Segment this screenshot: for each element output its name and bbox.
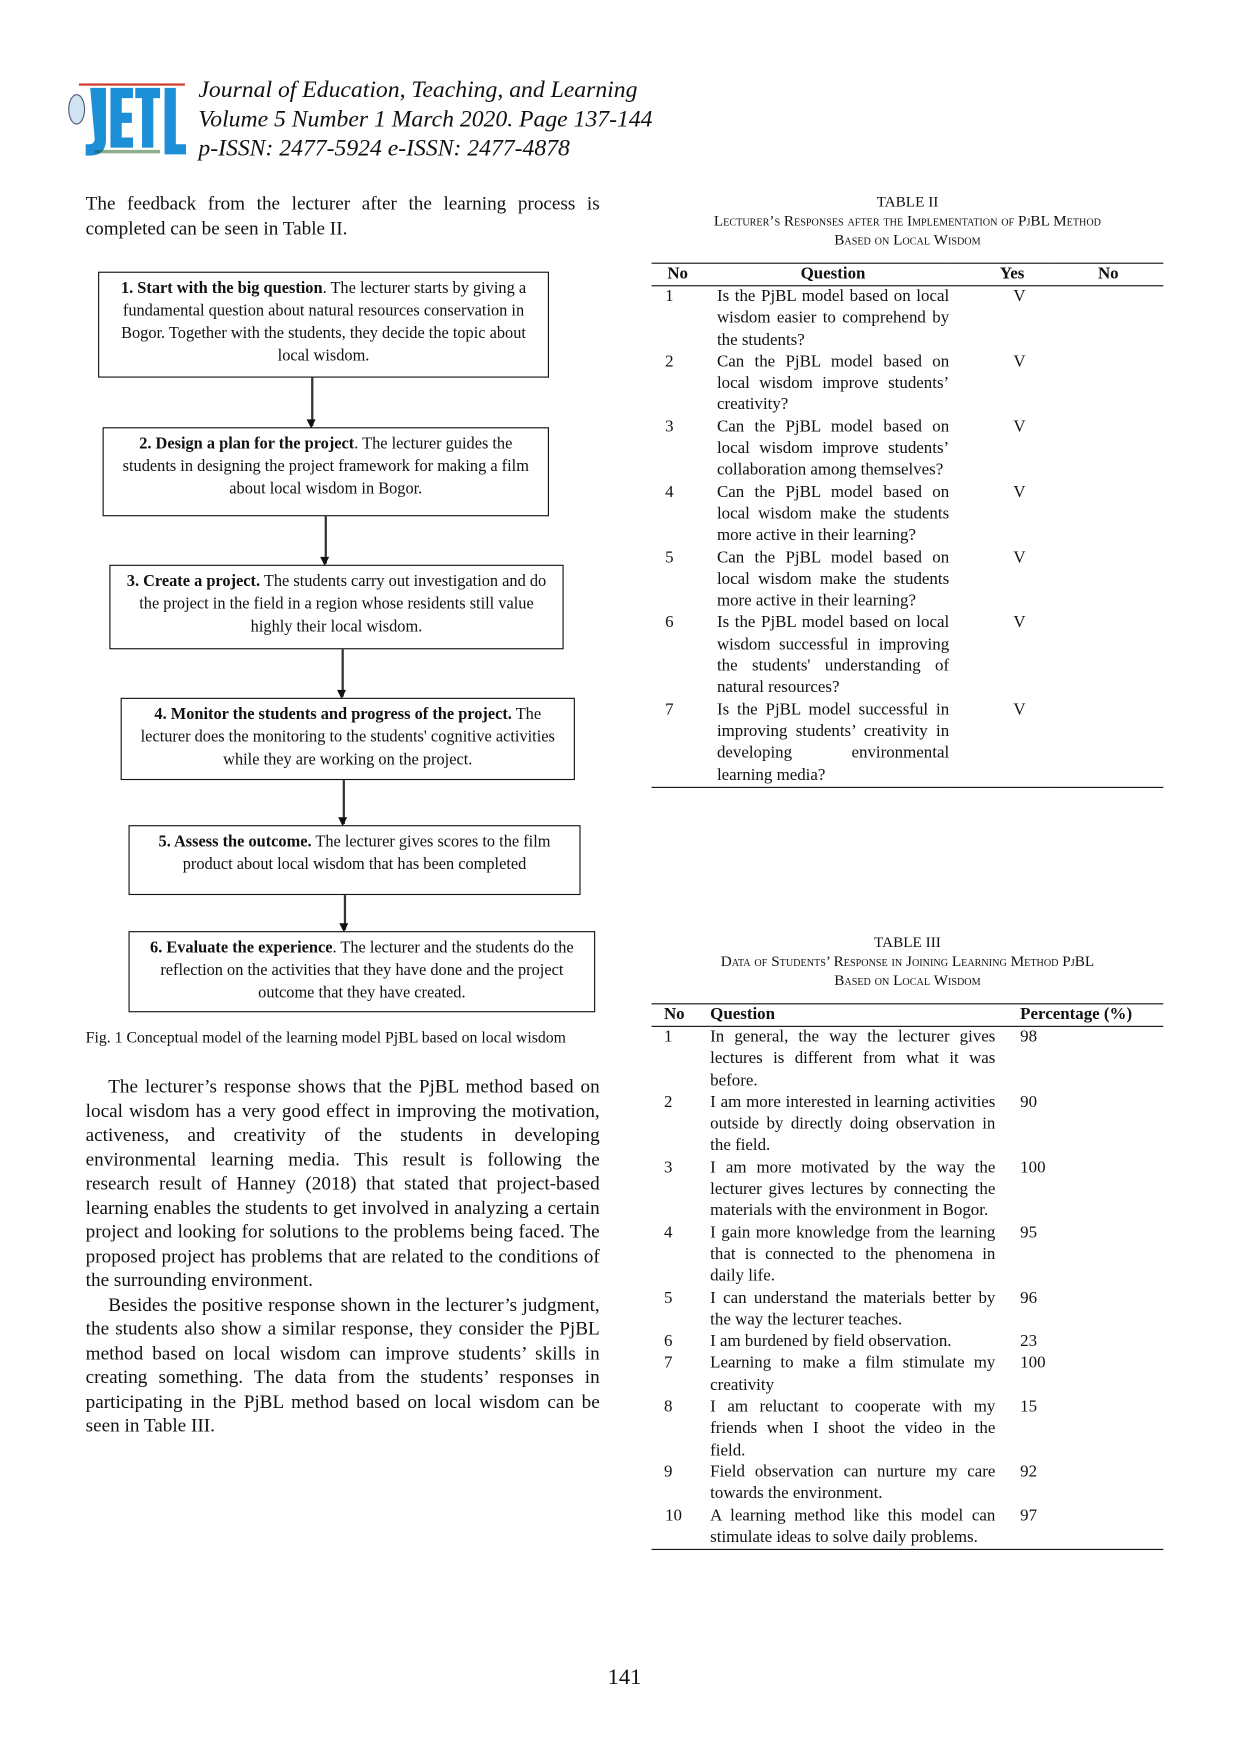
col-header-percentage: Percentage (%) <box>998 1004 1164 1027</box>
body-paragraph: The lecturer’s response shows that the PjBL method based on local wisdom has a very good effect in improving the motivation, activeness, and creativity of the students in developing environmental learning media. This result is following the research result of Hanney (2018) that stated that project-based learning enables the students to get involved in analyzing a certain project and looking for solutions to the problems being faced. The proposed project has problems that are related to the conditions of the surrounding environment. <box>85 1075 600 1291</box>
table-row <box>652 1092 1164 1157</box>
table-cell <box>1051 417 1164 482</box>
table-cell: 10 <box>652 1506 711 1550</box>
table-cell: 6 <box>663 1332 673 1351</box>
table-row <box>652 700 1164 788</box>
table-cell: 8 <box>663 1397 673 1416</box>
table-row <box>652 1353 1164 1397</box>
table-cell: 3 <box>665 417 674 437</box>
flow-step-1: 1. Start with the big question. The lecturer starts by giving a fundamental question about natural resources conservation in Bogor. Together with the students, they decide the topic about local wisdom. <box>98 272 549 378</box>
table-cell: 3 <box>663 1158 673 1177</box>
table-row <box>652 1157 1164 1222</box>
table2 <box>652 263 1164 788</box>
table-cell: V <box>1013 613 1026 632</box>
table-cell: 2 <box>663 1093 673 1112</box>
table-cell: 15 <box>1020 1397 1038 1416</box>
figure-caption: Fig. 1 Conceptual model of the learning model PjBL based on local wisdom <box>85 1030 566 1048</box>
journal-volume: Volume 5 Number 1 March 2020. Page 137-144 <box>198 104 653 132</box>
page-number: 141 <box>607 1664 642 1690</box>
table-row <box>652 547 1164 612</box>
table-cell: 4 <box>665 483 674 502</box>
flow-step-2: 2. Design a plan for the project. The lecturer guides the students in designing the project framework for making a film about local wisdom in Bogor. <box>103 427 549 516</box>
table-cell: V <box>1013 548 1026 567</box>
table-cell: 100 <box>1020 1158 1046 1177</box>
jetl-logo <box>68 81 187 160</box>
col-header-no: No <box>652 1004 711 1027</box>
table-cell <box>1051 286 1164 352</box>
table-row <box>652 417 1164 482</box>
arrow-down-icon <box>343 780 345 824</box>
table-cell: 7 <box>652 700 717 788</box>
table-cell: 1 <box>663 1028 673 1047</box>
table-cell: Is the PjBL model successful in improving students’ creativity in developing environmental learning media? <box>717 700 949 788</box>
table-cell: I am burdened by field observation. <box>710 1332 952 1351</box>
table-cell: 2 <box>665 352 674 371</box>
table-row <box>652 352 1164 417</box>
table-cell: 7 <box>663 1354 673 1373</box>
table-row <box>652 482 1164 547</box>
table-cell: Is the PjBL model based on local wisdom successful in improving the students' understanding of natural resources? <box>716 613 950 698</box>
table3 <box>652 1003 1164 1550</box>
table-cell <box>1051 352 1164 417</box>
table2-title2: Based on Local Wisdom <box>834 231 981 248</box>
table-row <box>652 1288 1164 1332</box>
table-cell: A learning method like this model can stimulate ideas to solve daily problems. <box>710 1506 997 1550</box>
table-cell <box>1051 613 1164 700</box>
table-cell: V <box>1013 287 1026 306</box>
table-cell: Field observation can nurture my care towards the environment. <box>710 1463 996 1503</box>
table2-title: Lecturer’s Responses after the Implementation of PjBL Method <box>713 211 1102 229</box>
table-cell: 5 <box>665 548 674 567</box>
table-row <box>652 286 1164 352</box>
table2-label: TABLE II <box>876 192 939 210</box>
table3-caption <box>652 932 1164 989</box>
table-cell: 96 <box>1020 1289 1038 1308</box>
body-text <box>86 1074 600 1438</box>
journal-issn: p-ISSN: 2477-5924 e-ISSN: 2477-4878 <box>198 134 570 162</box>
table-cell <box>1051 547 1164 612</box>
table-row <box>652 1506 1164 1550</box>
arrow-down-icon <box>325 516 327 563</box>
journal-title: Journal of Education, Teaching, and Learning <box>198 75 638 103</box>
table-cell: Can the PjBL model based on local wisdom improve students’ collaboration among themselves? <box>716 417 950 480</box>
table2-caption <box>652 192 1164 249</box>
table-cell: I am more motivated by the way the lecturer gives lectures by connecting the materials with the environment in Bogor. <box>710 1158 996 1221</box>
table-cell: V <box>1013 417 1026 437</box>
flow-step-5: 5. Assess the outcome. The lecturer gives scores to the film product about local wisdom that has been completed <box>129 825 581 895</box>
arrow-down-icon <box>311 378 313 426</box>
table-cell: Is the PjBL model based on local wisdom easier to comprehend by the students? <box>716 287 950 349</box>
table-cell: I am more interested in learning activities outside by directly doing observation in the field. <box>710 1093 996 1155</box>
table-cell: 9 <box>663 1463 673 1482</box>
table-cell: V <box>1013 352 1026 371</box>
table-cell: 97 <box>998 1506 1164 1550</box>
table-cell: 23 <box>1020 1332 1038 1351</box>
col-header-no: No <box>652 263 717 286</box>
body-paragraph: Besides the positive response shown in the lecturer’s judgment, the students also show a similar response, they consider the PjBL method based on local wisdom can improve students’ skills in creating something. The data from the students’ responses in participating in the PjBL method based on local wisdom can be seen in Table III. <box>85 1293 600 1437</box>
table-cell: 1 <box>665 287 674 306</box>
table-row <box>652 613 1164 700</box>
table-cell: Can the PjBL model based on local wisdom make the students more active in their learning? <box>716 483 950 545</box>
table-cell: 4 <box>663 1223 673 1242</box>
table-cell: Can the PjBL model based on local wisdom make the students more active in their learning? <box>716 548 950 611</box>
table-cell: I gain more knowledge from the learning that is connected to the phenomena in daily life. <box>710 1223 996 1286</box>
arrow-down-icon <box>342 649 344 696</box>
flow-step-4: 4. Monitor the students and progress of the project. The lecturer does the monitoring to the students' cognitive activities while they are working on the project. <box>121 698 575 780</box>
col-header-no-answer: No <box>1051 263 1164 286</box>
intro-paragraph: The feedback from the lecturer after the learning process is completed can be seen in Table II. <box>85 192 600 239</box>
table-cell: 5 <box>663 1289 673 1308</box>
table-row <box>652 1026 1164 1092</box>
table-cell: Can the PjBL model based on local wisdom improve students’ creativity? <box>716 352 950 415</box>
table-row <box>652 1397 1164 1462</box>
table-cell: V <box>949 700 1050 788</box>
table-cell: 98 <box>1020 1028 1038 1047</box>
table-cell: 92 <box>1020 1463 1038 1482</box>
table-row <box>652 1223 1164 1288</box>
table-cell <box>1051 700 1164 788</box>
table3-title2: Based on Local Wisdom <box>834 971 981 989</box>
flow-step-6: 6. Evaluate the experience. The lecturer and the students do the reflection on the activities that they have done and the project outcome that they have created. <box>129 931 596 1012</box>
arrow-down-icon <box>344 895 346 930</box>
table-cell: In general, the way the lecturer gives lectures is different from what it was before. <box>710 1028 996 1090</box>
table-cell: V <box>1013 483 1026 502</box>
table-cell: 90 <box>1020 1093 1038 1112</box>
table-cell: 95 <box>1020 1223 1038 1242</box>
table3-title: Data of Students’ Response in Joining Learning Method PjBL <box>720 952 1095 970</box>
table-cell: Learning to make a film stimulate my creativity <box>710 1354 996 1395</box>
col-header-question: Question <box>717 263 949 286</box>
col-header-question: Question <box>710 1004 997 1027</box>
table-cell: I can understand the materials better by the way the lecturer teaches. <box>710 1289 996 1329</box>
table-row <box>652 1331 1164 1353</box>
table3-label: TABLE III <box>874 933 941 951</box>
table-cell: 100 <box>1020 1354 1046 1373</box>
col-header-yes: Yes <box>949 263 1050 286</box>
table-row <box>652 1462 1164 1506</box>
table-cell <box>1051 482 1164 547</box>
table-cell: I am reluctant to cooperate with my friends when I shoot the video in the field. <box>710 1397 996 1460</box>
table-cell: 6 <box>665 613 674 632</box>
flow-step-3: 3. Create a project. The students carry out investigation and do the project in the field in a region whose residents still value highly their local wisdom. <box>109 565 563 650</box>
